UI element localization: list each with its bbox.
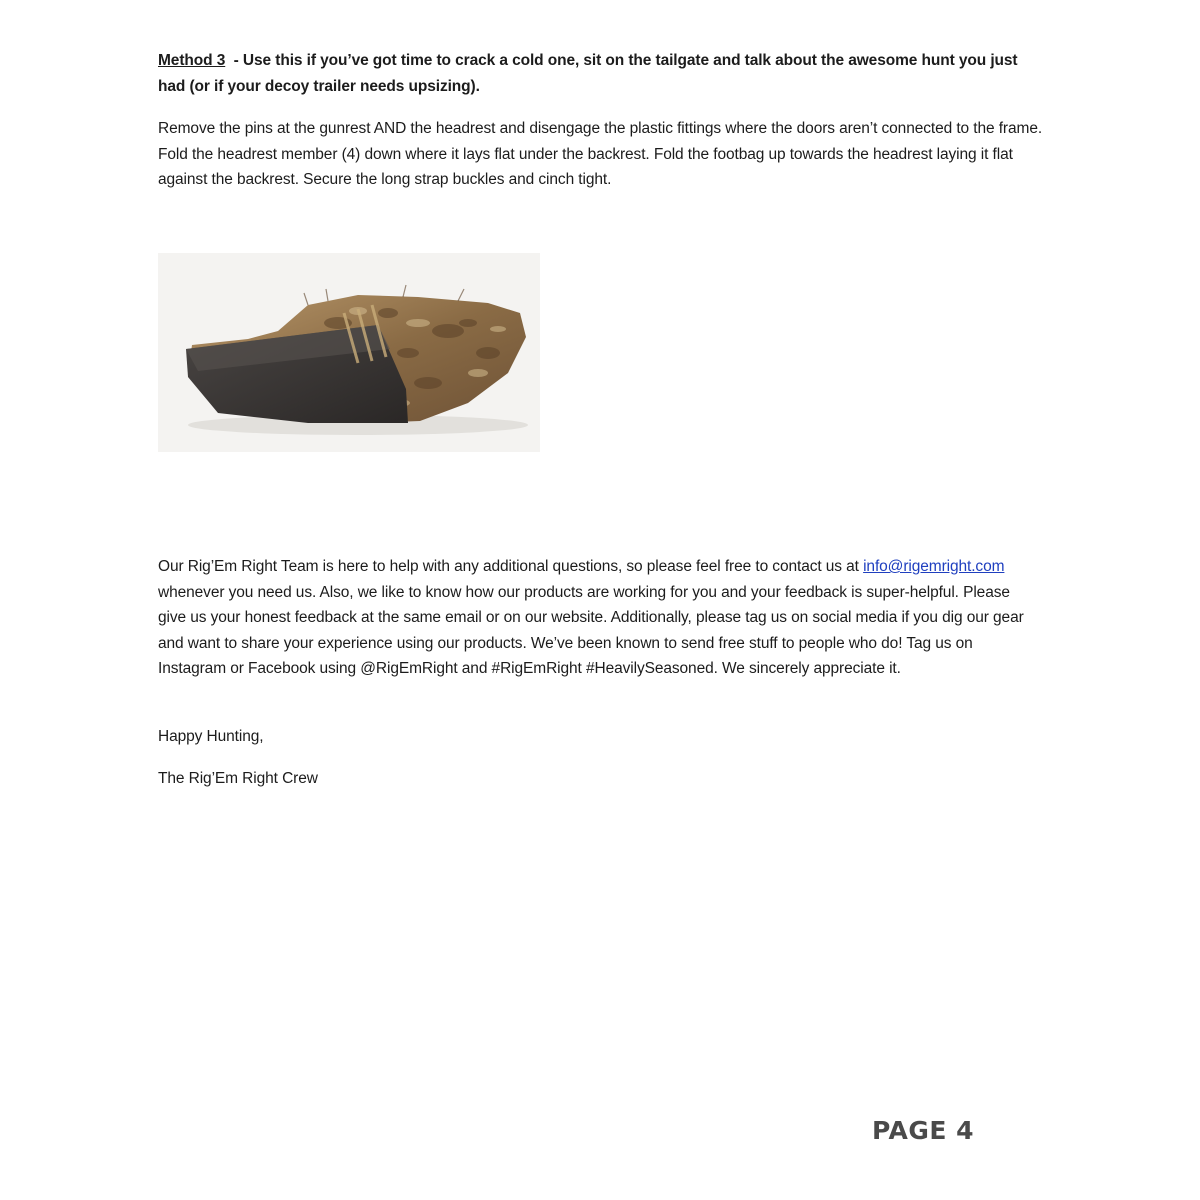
instructions-paragraph: Remove the pins at the gunrest AND the headrest and disengage the plastic fittings where the doors aren’t connected to the frame. Fold the headrest member (4) down where it lays flat under the backrest. Fold the footbag up towards the headrest laying it flat against the backrest. Secure the long strap buckles and cinch tight. <box>158 120 1043 189</box>
method-separator: - <box>225 52 243 69</box>
sign-off: Happy Hunting, <box>158 728 264 745</box>
contact-email-link[interactable]: info@rigemright.com <box>863 558 1005 575</box>
method-heading <box>158 48 1038 99</box>
folded-blind-photo <box>158 253 540 452</box>
closing-body: whenever you need us. Also, we like to know how our products are working for you and your feedback is super-helpful. Please give us your honest feedback at the same email or on our website. Additionally, please tag us on social media if you dig our gear and want to share your experience using our products. We’ve been known to send free stuff to people who do! Tag us on Instagram or Facebook using @RigEmRight and #RigEmRight #HeavilySeasoned. We sincerely appreciate it. <box>158 583 1024 678</box>
page-number: PAGE 4 <box>872 1116 975 1145</box>
closing-paragraph <box>158 554 1038 682</box>
closing-intro: Our Rig’Em Right Team is here to help with any additional questions, so please feel free to contact us at <box>158 558 864 575</box>
signature: The Rig’Em Right Crew <box>158 770 318 787</box>
folded-layout-blind-photo-icon <box>158 253 540 452</box>
method-heading-text: Use this if you’ve got time to crack a cold one, sit on the tailgate and talk about the awesome hunt you just had (or if your decoy trailer needs upsizing). <box>158 52 1018 95</box>
method-label: Method 3 <box>158 52 226 69</box>
